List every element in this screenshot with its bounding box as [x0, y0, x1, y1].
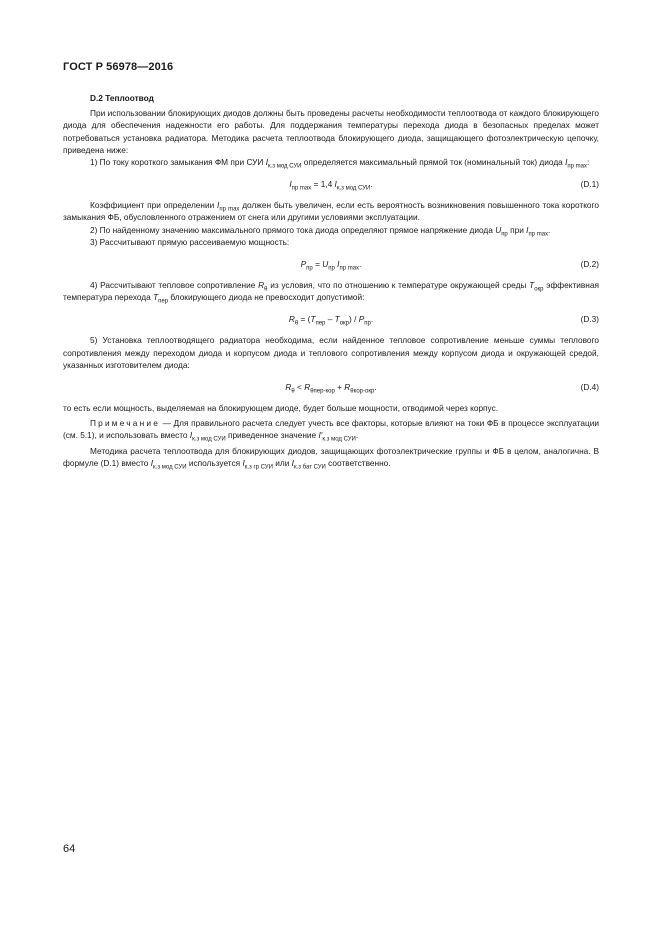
page-number: 64 — [63, 843, 76, 855]
intro-paragraph: При использовании блокирующих диодов должны быть проведены расчеты необходимости теплоотвода от каждого блокирующего диода для обеспечения надежности его работы. Для поддержания температуры перехода диода в безопасных пределах может потребоваться установка радиатора. Методика расчета теплоотвода блокирующего диода, защищающего фотоэлектрическую цепочку, приведена ниже: — [63, 108, 599, 155]
formula-d1-number: (D.1) — [580, 179, 599, 190]
step-1-paragraph: 1) По току короткого замыкания ФМ при СУИ $I_{к.з мод СУИ}$ определяется максимальный прямой ток (номинальный ток) диода $I_{пр max}$: — [90, 157, 590, 170]
coefficient-paragraph: Коэффициент при определении $I_{пр max}$ должен быть увеличен, если есть вероятность возникновения повышенного тока короткого замыкания ФБ, обусловленного отражением от снега или другими условиями эксплуатации. — [63, 200, 599, 223]
page-content — [63, 92, 599, 469]
section-title: D.2 Теплоотвод — [90, 93, 154, 103]
formula-d3 — [63, 306, 599, 332]
formula-d2 — [63, 251, 599, 277]
step-4-paragraph: 4) Рассчитывают тепловое сопротивление $R_\theta$ из условия, что по отношению к температуре окружающей среды $T_{окр}$ эффективная температура перехода $T_{пер}$ блокирующего диода не превосходит допустимой: — [63, 280, 599, 305]
step-2-paragraph: 2) По найденному значению максимального прямого тока диода определяют прямое напряжение диода $U_{пр}$ при $I_{пр max}$. — [90, 224, 551, 238]
step-5-paragraph: 5) Установка теплоотводящего радиатора необходима, если найденное тепловое сопротивление меньше суммы теплового сопротивления между переходом диода и корпусом диода и теплового сопротивления между корпусом диода и окружающей средой, указанных изготовителем диода: — [63, 335, 599, 370]
formula-d4 — [63, 374, 599, 400]
formula-d1-expression: $I_{пр max} = 1,4$ $I_{к.з мод СУИ}$. — [289, 179, 373, 192]
document-header: ГОСТ Р 56978—2016 — [63, 61, 174, 73]
formula-d4-expression: $R_\theta < R_{\theta пер-кор} + R_{\theta кор-окр}$. — [285, 382, 377, 395]
note-paragraph: Примечание — Для правильного расчета следует учесть все факторы, которые влияют на токи ФБ в процессе эксплуатации (см. 5.1), и использовать вместо $I_{к.з мод СУИ}$ приведенное значение $I'_{к.з мод СУИ}$. — [63, 418, 599, 443]
conclusion-paragraph: то есть если мощность, выделяемая на блокирующем диоде, будет больше мощности, отводимой через корпус. — [63, 403, 499, 414]
formula-d2-number: (D.2) — [580, 259, 599, 270]
formula-d4-number: (D.4) — [580, 382, 599, 393]
step-3-paragraph: 3) Рассчитывают прямую рассеиваемую мощность: — [90, 236, 290, 247]
note-label: Примечание — [90, 418, 161, 429]
final-paragraph: Методика расчета теплоотвода для блокирующих диодов, защищающих фотоэлектрические группы и ФБ в целом, аналогична. В формуле (D.1) вместо $I_{к.з мод СУИ}$ используется $I_{к.з гр СУИ}$ или $I_{к.з бат СУИ}$ соответственно. — [63, 445, 599, 471]
formula-d2-expression: $P_{пр} = U_{пр}$ $I_{пр max}$. — [300, 259, 362, 272]
formula-d3-number: (D.3) — [580, 314, 599, 325]
formula-d3-expression: $R_\theta = (T_{пер} - T_{окр}) / P_{пр}$. — [288, 314, 374, 327]
formula-d1 — [63, 171, 599, 197]
